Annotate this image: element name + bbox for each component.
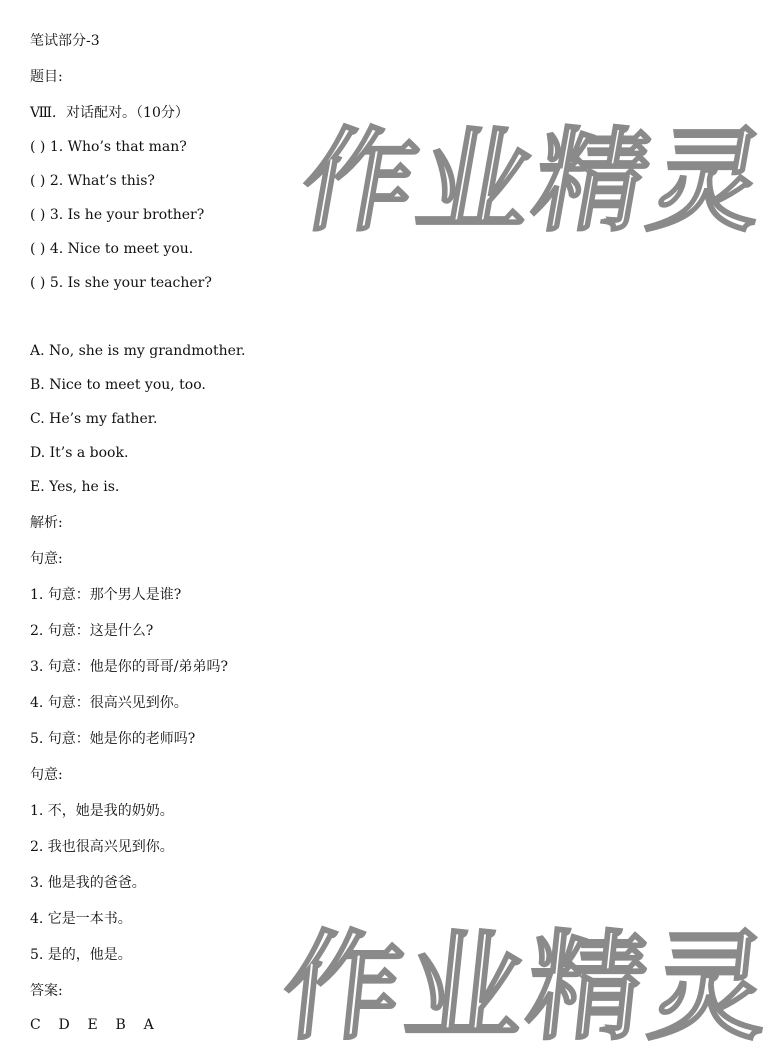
meaning-label: 句意: [30,551,63,567]
question-item: ( ) 5. Is she your teacher? [30,275,212,291]
question-meaning: 1. 句意：那个男人是谁? [30,587,182,603]
analysis-label: 解析: [30,515,63,531]
meaning-label: 句意: [30,767,63,783]
answer-sequence: C D E B A [30,1017,154,1033]
answer-label: 答案: [30,983,63,999]
watermark-top: 作业精灵 [291,117,779,247]
option-item: D. It’s a book. [30,445,129,461]
option-meaning: 3. 他是我的爸爸。 [30,875,146,891]
question-meaning: 5. 句意：她是你的老师吗? [30,731,196,747]
question-meaning: 2. 句意：这是什么? [30,623,154,639]
question-item: ( ) 1. Who’s that man? [30,139,187,155]
option-item: B. Nice to meet you, too. [30,377,206,393]
option-meaning: 4. 它是一本书。 [30,911,132,927]
option-item: A. No, she is my grandmother. [30,343,246,359]
question-item: ( ) 3. Is he your brother? [30,207,205,223]
question-item: ( ) 2. What’s this? [30,173,155,189]
page-header: 笔试部分-3 [30,33,100,49]
question-meaning: 4. 句意：很高兴见到你。 [30,695,188,711]
option-item: E. Yes, he is. [30,479,120,495]
question-meaning: 3. 句意：他是你的哥哥/弟弟吗? [30,659,229,675]
watermark-bottom: 作业精灵 [276,918,780,1056]
option-meaning: 1. 不，她是我的奶奶。 [30,803,174,819]
section-title: Ⅷ．对话配对。（10分） [30,105,189,121]
option-item: C. He’s my father. [30,411,158,427]
question-item: ( ) 4. Nice to meet you. [30,241,194,257]
option-meaning: 2. 我也很高兴见到你。 [30,839,174,855]
option-meaning: 5. 是的，他是。 [30,947,132,963]
question-label: 题目: [30,69,63,85]
